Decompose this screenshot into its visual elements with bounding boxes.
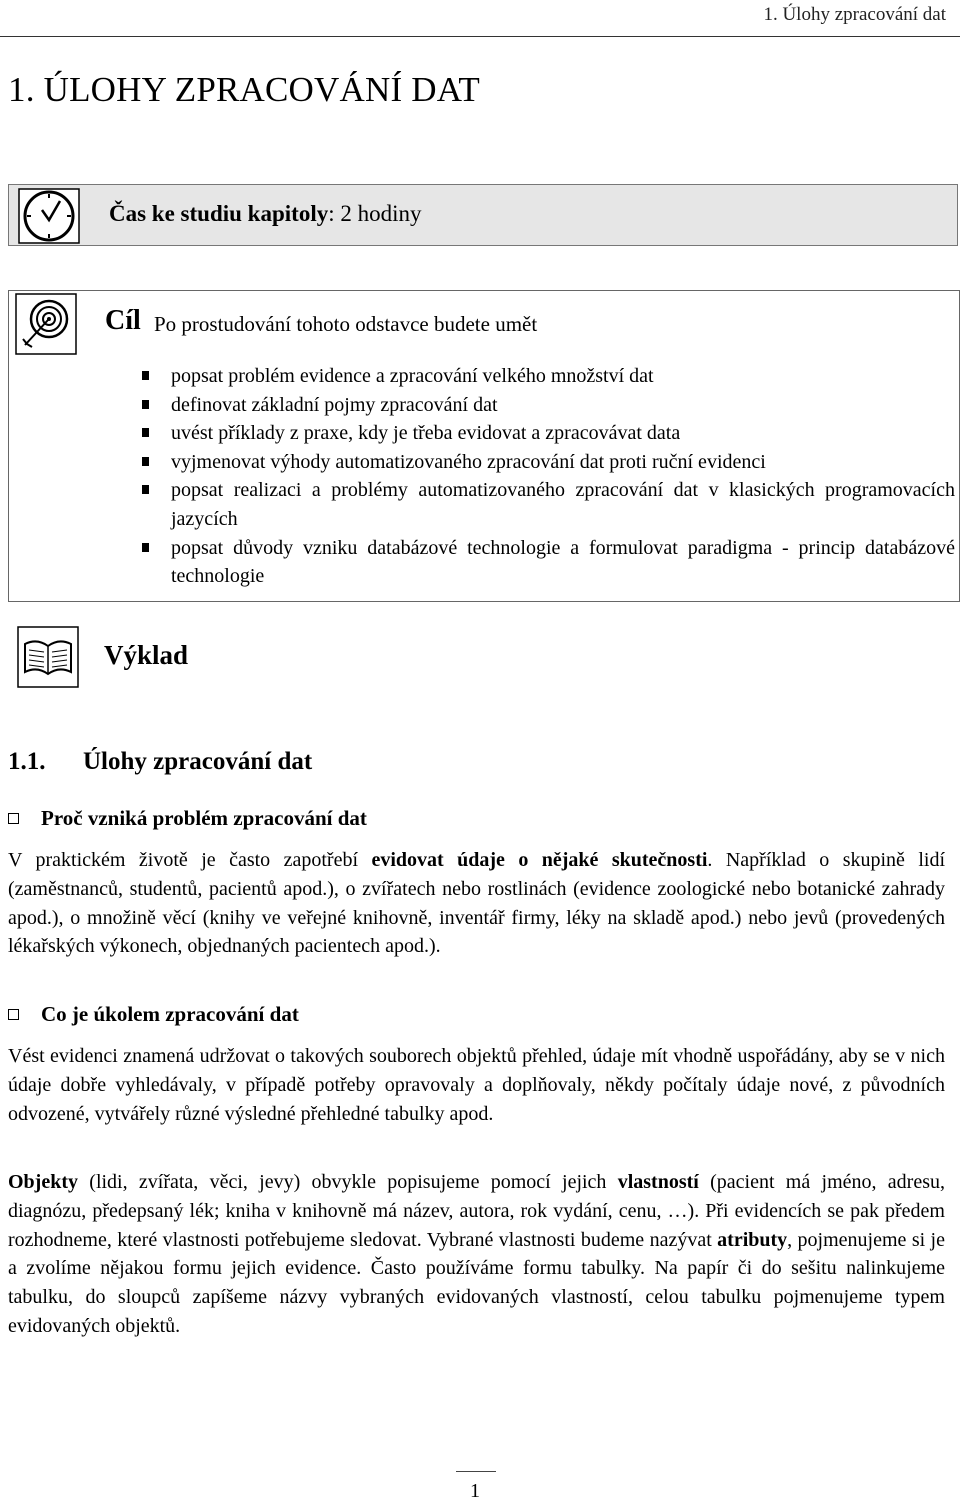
paragraph-text: (lidi, zvířata, věci, jevy) obvykle popisujeme pomocí jejich [78, 1171, 618, 1193]
paragraph-bold: evidovat údaje o nějaké skutečnosti [371, 849, 708, 871]
section-number: 1.1. [8, 748, 46, 775]
term-objects: Objekty [8, 1171, 78, 1193]
goal-intro: Po prostudování tohoto odstavce budete umět [154, 312, 538, 336]
goal-box [8, 290, 960, 602]
subheading-text: Proč vzniká problém zpracování dat [41, 806, 367, 830]
goal-item: uvést příklady z praxe, kdy je třeba evidovat a zpracovávat data [135, 419, 955, 448]
term-attributes: atributy [717, 1228, 788, 1251]
header-rule [0, 36, 960, 37]
term-properties: vlastností [617, 1171, 699, 1193]
chapter-title: 1. ÚLOHY ZPRACOVÁNÍ DAT [8, 70, 480, 109]
study-time-label: Čas ke studiu kapitoly [109, 201, 329, 226]
clock-icon [18, 188, 80, 244]
page-number: 1 [470, 1480, 480, 1502]
running-header: 1. Úlohy zpracování dat [763, 4, 946, 25]
study-time-text [109, 201, 422, 227]
checkbox-bullet-icon [8, 813, 19, 824]
goal-item: definovat základní pojmy zpracování dat [135, 391, 955, 420]
paragraph-objects [8, 1168, 945, 1341]
goal-item: popsat realizaci a problémy automatizovaného zpracování dat v klasických programovacích jazycích [135, 476, 955, 533]
paragraph-records: Vést evidenci znamená udržovat o takových souborech objektů přehled, údaje mít vhodně uspořádány, aby se v nich údaje dobře vyhledávaly, v případě potřeby opravovaly a doplňovaly, někdy počítaly údaje nové, z původních odvozené, vytvářely různé výsledné přehledné tabulky apod. [8, 1045, 945, 1125]
subheading-why-problem [8, 806, 367, 831]
goal-item: vyjmenovat výhody automatizovaného zpracování dat proti ruční evidenci [135, 448, 955, 477]
paragraph-text: . Například o skupině lidí (zaměstnanců, studentů, pacientů apod.), o zvířatech nebo rostlinách (evidence zoologické nebo botanické zahrady apod.), o množině věcí (knihy ve veřejné knihovně, inventář firmy, léky na skladě apod.) nebo jevů (provedených lékařských výkonech, objednaných pacientech apod.). [8, 849, 946, 958]
goal-list [135, 362, 955, 591]
subheading-text: Co je úkolem zpracování dat [41, 1002, 299, 1026]
paragraph-text: , pojmenujeme si je a zvolíme nějakou formu jejich evidence. Často používáme formu tabulky. Na papír či do sešitu nalinkujeme tabulku, do sloupců zapíšeme názvy vybraných evidovaných vlastností, celou tabulku pojmenujeme typem evidovaných objektů. [8, 1228, 945, 1337]
section-title-text: Úlohy zpracování dat [83, 748, 313, 775]
study-time-value: : 2 hodiny [328, 201, 422, 226]
goal-label: Cíl [105, 305, 141, 336]
checkbox-bullet-icon [8, 1009, 19, 1020]
paragraph-text: (pacient má jméno, adresu, diagnózu, předepsaný lék; kniha v knihovně má název, autora, rok vydání, cenu, …). Při evidencích se pak předem rozhodneme, které vlastnosti potřebujeme sledovat. Vybrané vlastnosti budeme nazývat [8, 1171, 945, 1251]
subheading-task [8, 1002, 299, 1027]
book-icon [17, 626, 79, 688]
goal-item: popsat důvody vzniku databázové technologie a formulovat paradigma - princip databázové technologie [135, 534, 955, 591]
footer-rule [456, 1471, 496, 1472]
lecture-label: Výklad [104, 640, 189, 670]
paragraph-why-problem [8, 846, 945, 961]
paragraph-text: V praktickém životě je často zapotřebí [8, 849, 372, 871]
study-time-box [8, 184, 958, 246]
section-title [8, 748, 312, 776]
target-icon [15, 293, 77, 355]
goal-item: popsat problém evidence a zpracování velkého množství dat [135, 362, 955, 391]
